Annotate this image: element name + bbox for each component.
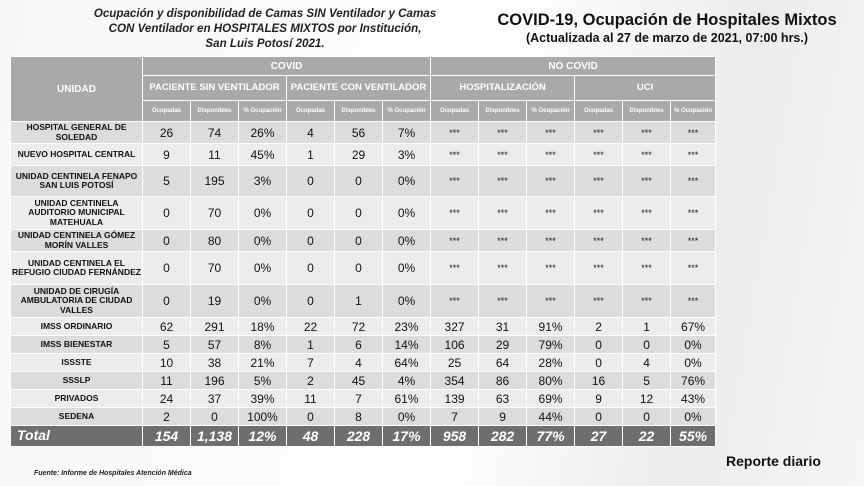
table-cell: 0% <box>383 197 431 230</box>
unit-name: HOSPITAL GENERAL DE SOLEDAD <box>11 122 143 144</box>
total-cell: 1,138 <box>191 426 239 447</box>
table-cell: 4% <box>383 372 431 390</box>
table-cell: 74 <box>191 122 239 144</box>
table-cell: 0% <box>383 166 431 197</box>
update-subtitle: (Actualizada al 27 de marzo de 2021, 07:00 hrs.) <box>525 31 809 45</box>
table-cell: *** <box>527 252 575 285</box>
table-cell: 1 <box>287 336 335 354</box>
table-cell: 76% <box>671 372 716 390</box>
table-cell: 139 <box>431 390 479 408</box>
table-cell: *** <box>527 230 575 252</box>
table-cell: 9 <box>143 144 191 166</box>
table-row <box>11 252 716 285</box>
table-cell: *** <box>623 252 671 285</box>
table-cell: 7 <box>335 390 383 408</box>
table-cell: 8% <box>239 336 287 354</box>
table-cell: *** <box>527 285 575 318</box>
table-cell: 0% <box>383 230 431 252</box>
table-cell: 327 <box>431 318 479 336</box>
table-cell: 0 <box>287 230 335 252</box>
table-row <box>11 144 716 166</box>
header-sin-ventilador: PACIENTE SIN VENTILADOR <box>143 76 287 101</box>
table-cell: 7% <box>383 122 431 144</box>
table-cell: *** <box>479 197 527 230</box>
table-cell: *** <box>431 197 479 230</box>
unit-name: UNIDAD CENTINELA GÓMEZ MORÍN VALLES <box>11 230 143 252</box>
subheader-pct-ocupacion: % Ocupación <box>527 101 575 122</box>
subheader-ocupadas: Ocupadas <box>287 101 335 122</box>
table-cell: 0 <box>143 252 191 285</box>
table-cell: 26 <box>143 122 191 144</box>
table-cell: 0% <box>383 285 431 318</box>
table-row <box>11 408 716 426</box>
table-cell: 67% <box>671 318 716 336</box>
subheader-ocupadas: Ocupadas <box>143 101 191 122</box>
table-cell: 7 <box>431 408 479 426</box>
subheader-disponibles: Disponibles <box>335 101 383 122</box>
main-title: COVID-19, Ocupación de Hospitales Mixtos <box>497 11 837 29</box>
subheader-pct-ocupacion: % Ocupación <box>239 101 287 122</box>
unit-name: SSSLP <box>11 372 143 390</box>
table-cell: *** <box>623 166 671 197</box>
table-cell: 38 <box>191 354 239 372</box>
unit-name: NUEVO HOSPITAL CENTRAL <box>11 144 143 166</box>
table-cell: *** <box>671 144 716 166</box>
total-cell: 22 <box>623 426 671 447</box>
total-cell: 12% <box>239 426 287 447</box>
table-cell: 72 <box>335 318 383 336</box>
subheader-ocupadas: Ocupadas <box>575 101 623 122</box>
table-cell: 2 <box>143 408 191 426</box>
table-cell: 63 <box>479 390 527 408</box>
header-con-ventilador: PACIENTE CON VENTILADOR <box>287 76 431 101</box>
total-cell: 48 <box>287 426 335 447</box>
table-cell: 0 <box>335 252 383 285</box>
table-cell: 2 <box>575 318 623 336</box>
table-cell: 0 <box>143 197 191 230</box>
table-cell: 44% <box>527 408 575 426</box>
left-title-line-3: San Luis Potosí 2021. <box>205 37 325 50</box>
table-cell: *** <box>479 144 527 166</box>
table-cell: 80% <box>527 372 575 390</box>
table-cell: 80 <box>191 230 239 252</box>
table-cell: 5% <box>239 372 287 390</box>
table-cell: *** <box>479 285 527 318</box>
table-cell: 19 <box>191 285 239 318</box>
table-row <box>11 197 716 230</box>
table-cell: 70 <box>191 252 239 285</box>
table-cell: 61% <box>383 390 431 408</box>
table-cell: 79% <box>527 336 575 354</box>
unit-name: PRIVADOS <box>11 390 143 408</box>
table-cell: 100% <box>239 408 287 426</box>
table-cell: 26% <box>239 122 287 144</box>
table-cell: *** <box>431 285 479 318</box>
table-cell: *** <box>431 122 479 144</box>
table-cell: 37 <box>191 390 239 408</box>
table-cell: 25 <box>431 354 479 372</box>
table-cell: 0% <box>383 408 431 426</box>
total-cell: 282 <box>479 426 527 447</box>
table-cell: 5 <box>623 372 671 390</box>
table-cell: 16 <box>575 372 623 390</box>
header-uci: UCI <box>575 76 716 101</box>
table-cell: *** <box>671 122 716 144</box>
left-title-line-1: Ocupación y disponibilidad de Camas SIN Ventilador y Camas <box>93 7 437 20</box>
table-cell: 3% <box>383 144 431 166</box>
table-cell: *** <box>623 230 671 252</box>
table-cell: 5 <box>143 336 191 354</box>
table-cell: 39% <box>239 390 287 408</box>
table-cell: *** <box>575 252 623 285</box>
table-cell: 4 <box>623 354 671 372</box>
unit-name: ISSSTE <box>11 354 143 372</box>
table-cell: 0 <box>191 408 239 426</box>
unit-name: IMSS ORDINARIO <box>11 318 143 336</box>
subheader-pct-ocupacion: % Ocupación <box>671 101 716 122</box>
table-cell: *** <box>431 230 479 252</box>
table-cell: 0% <box>383 252 431 285</box>
table-cell: 91% <box>527 318 575 336</box>
table-cell: *** <box>479 230 527 252</box>
table-cell: 4 <box>287 122 335 144</box>
table-cell: 6 <box>335 336 383 354</box>
total-cell: 77% <box>527 426 575 447</box>
table-cell: 1 <box>623 318 671 336</box>
occupancy-table <box>10 56 716 447</box>
table-cell: 9 <box>575 390 623 408</box>
header-hospitalizacion: HOSPITALIZACIÓN <box>431 76 575 101</box>
table-cell: 0 <box>575 354 623 372</box>
table-cell: 0 <box>623 408 671 426</box>
table-cell: *** <box>671 285 716 318</box>
table-cell: *** <box>479 252 527 285</box>
table-row <box>11 285 716 318</box>
header-no-covid: NO COVID <box>431 57 716 76</box>
table-cell: 0% <box>239 230 287 252</box>
table-cell: *** <box>671 230 716 252</box>
table-cell: 31 <box>479 318 527 336</box>
table-cell: 45 <box>335 372 383 390</box>
report-label: Reporte diario <box>726 453 821 469</box>
table-cell: 57 <box>191 336 239 354</box>
table-cell: 0 <box>287 408 335 426</box>
table-cell: 0% <box>671 408 716 426</box>
table-cell: *** <box>671 197 716 230</box>
table-cell: 62 <box>143 318 191 336</box>
table-cell: *** <box>527 166 575 197</box>
table-row <box>11 122 716 144</box>
table-cell: *** <box>575 285 623 318</box>
subheader-disponibles: Disponibles <box>479 101 527 122</box>
table-cell: *** <box>575 122 623 144</box>
table-cell: 3% <box>239 166 287 197</box>
table-cell: *** <box>527 144 575 166</box>
table-cell: 2 <box>287 372 335 390</box>
table-cell: *** <box>431 252 479 285</box>
table-cell: 291 <box>191 318 239 336</box>
table-cell: 22 <box>287 318 335 336</box>
table-cell: 0 <box>575 408 623 426</box>
table-cell: *** <box>527 197 575 230</box>
table-cell: 11 <box>143 372 191 390</box>
table-row <box>11 336 716 354</box>
table-cell: 0% <box>239 197 287 230</box>
header-unidad: UNIDAD <box>11 57 143 122</box>
table-cell: 86 <box>479 372 527 390</box>
table-row <box>11 390 716 408</box>
table-cell: *** <box>575 144 623 166</box>
table-cell: 1 <box>335 285 383 318</box>
unit-name: IMSS BIENESTAR <box>11 336 143 354</box>
unit-name: UNIDAD CENTINELA AUDITORIO MUNICIPAL MATEHUALA <box>11 197 143 230</box>
table-cell: 0 <box>287 252 335 285</box>
subheader-disponibles: Disponibles <box>623 101 671 122</box>
table-cell: 0 <box>143 230 191 252</box>
table-cell: *** <box>623 144 671 166</box>
total-cell: 27 <box>575 426 623 447</box>
table-cell: 29 <box>335 144 383 166</box>
table-cell: *** <box>671 166 716 197</box>
table-cell: 354 <box>431 372 479 390</box>
table-row <box>11 166 716 197</box>
table-cell: 70 <box>191 197 239 230</box>
table-cell: *** <box>479 122 527 144</box>
table-cell: 0 <box>287 197 335 230</box>
total-cell: 154 <box>143 426 191 447</box>
table-cell: 106 <box>431 336 479 354</box>
table-cell: *** <box>671 252 716 285</box>
total-cell: 228 <box>335 426 383 447</box>
table-cell: 0% <box>671 336 716 354</box>
table-cell: 0 <box>575 336 623 354</box>
table-cell: 0 <box>335 230 383 252</box>
table-cell: *** <box>431 166 479 197</box>
table-cell: *** <box>527 122 575 144</box>
table-cell: 0 <box>287 166 335 197</box>
unit-name: UNIDAD CENTINELA EL REFUGIO CIUDAD FERNÁNDEZ <box>11 252 143 285</box>
subheader-pct-ocupacion: % Ocupación <box>383 101 431 122</box>
table-row <box>11 318 716 336</box>
table-cell: 0% <box>671 354 716 372</box>
table-cell: 9 <box>479 408 527 426</box>
table-cell: *** <box>623 285 671 318</box>
table-cell: 5 <box>143 166 191 197</box>
table-cell: 24 <box>143 390 191 408</box>
left-title <box>70 6 460 51</box>
header-covid: COVID <box>143 57 431 76</box>
table-cell: 56 <box>335 122 383 144</box>
table-cell: 69% <box>527 390 575 408</box>
unit-name: SEDENA <box>11 408 143 426</box>
table-cell: 8 <box>335 408 383 426</box>
table-cell: *** <box>575 166 623 197</box>
left-title-line-2: CON Ventilador en HOSPITALES MIXTOS por Institución, <box>108 22 422 35</box>
unit-name: UNIDAD DE CIRUGÍA AMBULATORIA DE CIUDAD VALLES <box>11 285 143 318</box>
table-cell: 45% <box>239 144 287 166</box>
table-cell: *** <box>479 166 527 197</box>
table-cell: 11 <box>191 144 239 166</box>
table-cell: 0 <box>287 285 335 318</box>
source-note: Fuente: Informe de Hospitales Atención Médica <box>34 470 192 477</box>
table-cell: 28% <box>527 354 575 372</box>
table-cell: 21% <box>239 354 287 372</box>
subheader-ocupadas: Ocupadas <box>431 101 479 122</box>
table-cell: 64 <box>479 354 527 372</box>
table-cell: 0 <box>335 197 383 230</box>
table-cell: *** <box>575 230 623 252</box>
table-row <box>11 230 716 252</box>
table-row <box>11 372 716 390</box>
table-cell: 0 <box>623 336 671 354</box>
total-cell: 17% <box>383 426 431 447</box>
table-cell: *** <box>623 197 671 230</box>
total-label: Total <box>11 426 143 447</box>
table-cell: 0% <box>239 252 287 285</box>
total-cell: 55% <box>671 426 716 447</box>
table-row <box>11 354 716 372</box>
total-cell: 958 <box>431 426 479 447</box>
table-cell: 196 <box>191 372 239 390</box>
table-cell: 7 <box>287 354 335 372</box>
right-title <box>482 10 852 46</box>
table-cell: 23% <box>383 318 431 336</box>
table-cell: 10 <box>143 354 191 372</box>
table-cell: 11 <box>287 390 335 408</box>
total-row <box>11 426 716 447</box>
table-cell: 195 <box>191 166 239 197</box>
table-cell: 0 <box>143 285 191 318</box>
unit-name: UNIDAD CENTINELA FENAPO SAN LUIS POTOSÍ <box>11 166 143 197</box>
table-cell: *** <box>623 122 671 144</box>
table-cell: *** <box>575 197 623 230</box>
table-cell: 64% <box>383 354 431 372</box>
table-cell: 1 <box>287 144 335 166</box>
table-cell: 0% <box>239 285 287 318</box>
table-cell: 4 <box>335 354 383 372</box>
table-cell: 12 <box>623 390 671 408</box>
table-cell: 43% <box>671 390 716 408</box>
subheader-disponibles: Disponibles <box>191 101 239 122</box>
table-cell: 29 <box>479 336 527 354</box>
table-cell: 14% <box>383 336 431 354</box>
table-cell: *** <box>431 144 479 166</box>
table-cell: 18% <box>239 318 287 336</box>
table-cell: 0 <box>335 166 383 197</box>
